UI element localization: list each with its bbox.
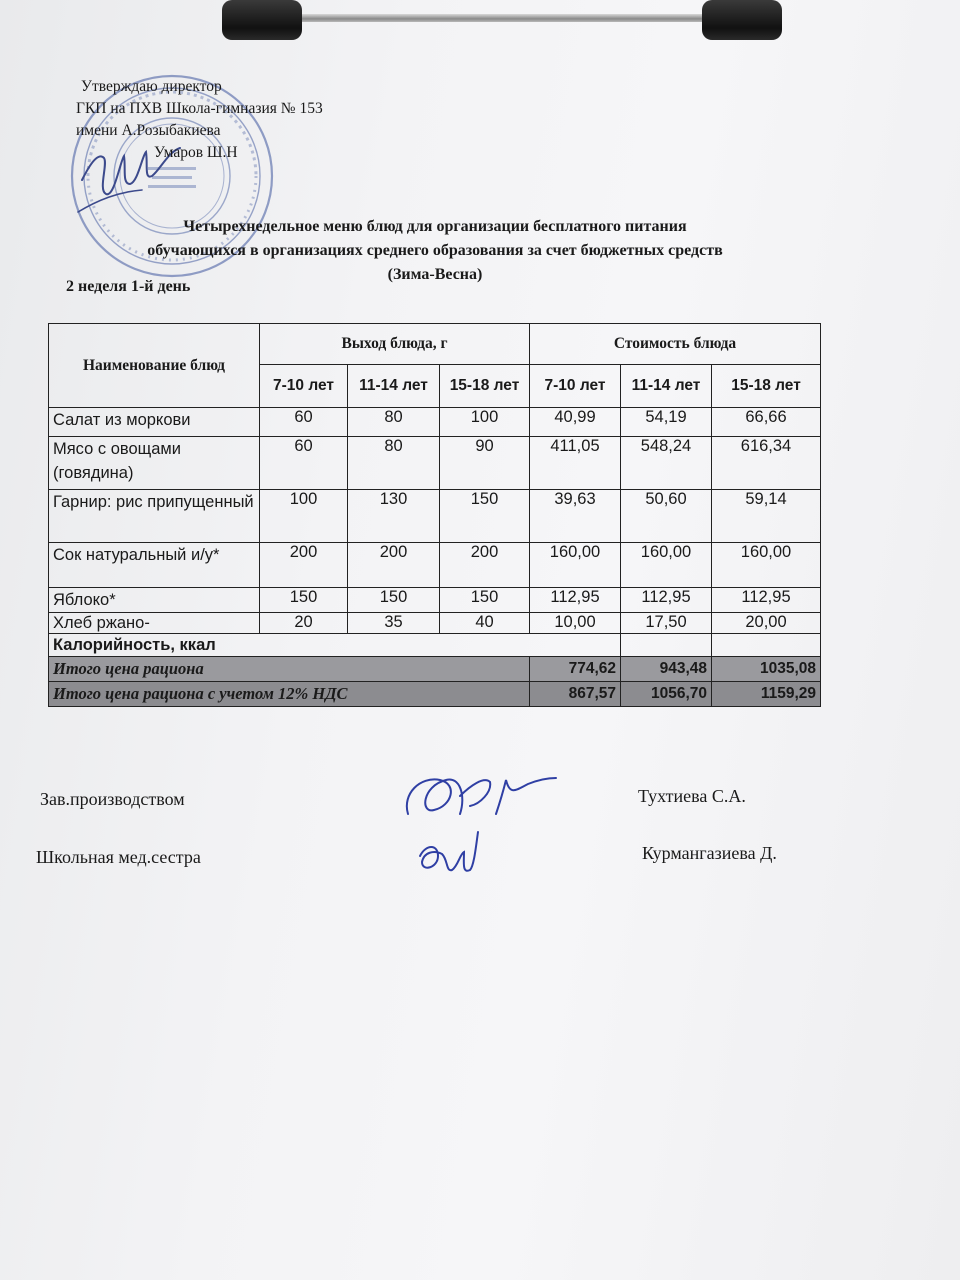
calories-empty (621, 634, 712, 657)
total-value: 774,62 (530, 657, 621, 682)
dish-name: Сок натуральный и/у* (49, 543, 260, 588)
yield-cell: 150 (440, 490, 530, 543)
cost-cell: 17,50 (621, 613, 712, 634)
title-line-3: (Зима-Весна) (387, 266, 483, 283)
yield-cell: 35 (348, 613, 440, 634)
yield-cell: 100 (440, 408, 530, 437)
cost-cell: 112,95 (621, 588, 712, 613)
cost-cell: 10,00 (530, 613, 621, 634)
yield-cell: 150 (348, 588, 440, 613)
age-group-header: 11-14 лет (348, 365, 440, 408)
cost-cell: 548,24 (621, 437, 712, 490)
total-vat-value: 867,57 (530, 682, 621, 707)
yield-cell: 200 (348, 543, 440, 588)
total-row (49, 657, 821, 682)
approval-block (76, 76, 323, 164)
dish-name-header: Наименование блюд (49, 324, 260, 408)
clip-cap-left (222, 0, 302, 40)
yield-cell: 200 (440, 543, 530, 588)
cost-cell: 54,19 (621, 408, 712, 437)
approval-line-1: Утверждаю директор (81, 78, 222, 95)
total-vat-value: 1056,70 (621, 682, 712, 707)
cost-cell: 112,95 (530, 588, 621, 613)
age-group-header: 7-10 лет (530, 365, 621, 408)
dish-name: Яблоко* (49, 588, 260, 613)
school-nurse-label: Школьная мед.сестра (36, 847, 201, 867)
dish-name: Салат из моркови (49, 408, 260, 437)
title-line-1: Четырехнедельное меню блюд для организации бесплатного питания (183, 218, 687, 235)
production-manager-name: Тухтиева С.А. (638, 786, 746, 806)
approval-line-2: ГКП на ПХВ Школа-гимназия № 153 (76, 100, 323, 117)
cost-cell: 66,66 (712, 408, 821, 437)
week-day-subtitle: 2 неделя 1-й день (66, 278, 191, 295)
total-value: 1035,08 (712, 657, 821, 682)
production-manager-signature (400, 766, 560, 830)
age-group-header: 7-10 лет (260, 365, 348, 408)
table-row (49, 408, 821, 437)
cost-cell: 616,34 (712, 437, 821, 490)
cost-cell: 411,05 (530, 437, 621, 490)
total-label: Итого цена рациона (49, 657, 530, 682)
dish-name: Мясо с овощами (говядина) (49, 437, 260, 490)
yield-cell: 130 (348, 490, 440, 543)
age-group-header: 11-14 лет (621, 365, 712, 408)
cost-cell: 40,99 (530, 408, 621, 437)
total-vat-value: 1159,29 (712, 682, 821, 707)
yield-cell: 40 (440, 613, 530, 634)
table-header-row (49, 324, 821, 365)
menu-table (48, 323, 821, 707)
dish-name: Гарнир: рис припущенный (49, 490, 260, 543)
yield-cell: 20 (260, 613, 348, 634)
production-manager-label: Зав.производством (40, 789, 185, 809)
cost-cell: 160,00 (712, 543, 821, 588)
approval-line-3: имени А.Розыбакиева (76, 122, 221, 139)
cost-cell: 50,60 (621, 490, 712, 543)
clip-rod (292, 14, 712, 22)
cost-header: Стоимость блюда (530, 324, 821, 365)
table-row (49, 490, 821, 543)
yield-cell: 150 (440, 588, 530, 613)
yield-cell: 90 (440, 437, 530, 490)
table-row (49, 588, 821, 613)
dish-name: Хлеб ржано- (49, 613, 260, 634)
age-group-header: 15-18 лет (712, 365, 821, 408)
yield-cell: 150 (260, 588, 348, 613)
yield-cell: 80 (348, 408, 440, 437)
age-group-header: 15-18 лет (440, 365, 530, 408)
calories-empty (712, 634, 821, 657)
total-vat-label: Итого цена рациона с учетом 12% НДС (49, 682, 530, 707)
approval-line-4: Умаров Ш.Н (154, 144, 238, 161)
cost-cell: 39,63 (530, 490, 621, 543)
table-row (49, 613, 821, 634)
yield-cell: 100 (260, 490, 348, 543)
cost-cell: 112,95 (712, 588, 821, 613)
cost-cell: 20,00 (712, 613, 821, 634)
clipboard-clip (222, 0, 782, 40)
total-vat-row (49, 682, 821, 707)
yield-cell: 60 (260, 408, 348, 437)
school-nurse-signature (412, 826, 482, 886)
calories-row (49, 634, 821, 657)
calories-empty (530, 634, 621, 657)
yield-cell: 60 (260, 437, 348, 490)
yield-cell: 80 (348, 437, 440, 490)
table-row (49, 543, 821, 588)
school-nurse-name: Курмангазиева Д. (642, 843, 777, 863)
yield-header: Выход блюда, г (260, 324, 530, 365)
clip-cap-right (702, 0, 782, 40)
table-row (49, 437, 821, 490)
total-value: 943,48 (621, 657, 712, 682)
title-line-2: обучающихся в организациях среднего образования за счет бюджетных средств (147, 242, 723, 259)
cost-cell: 160,00 (621, 543, 712, 588)
cost-cell: 160,00 (530, 543, 621, 588)
cost-cell: 59,14 (712, 490, 821, 543)
yield-cell: 200 (260, 543, 348, 588)
document-title (80, 215, 790, 287)
calories-label: Калорийность, ккал (49, 634, 530, 657)
